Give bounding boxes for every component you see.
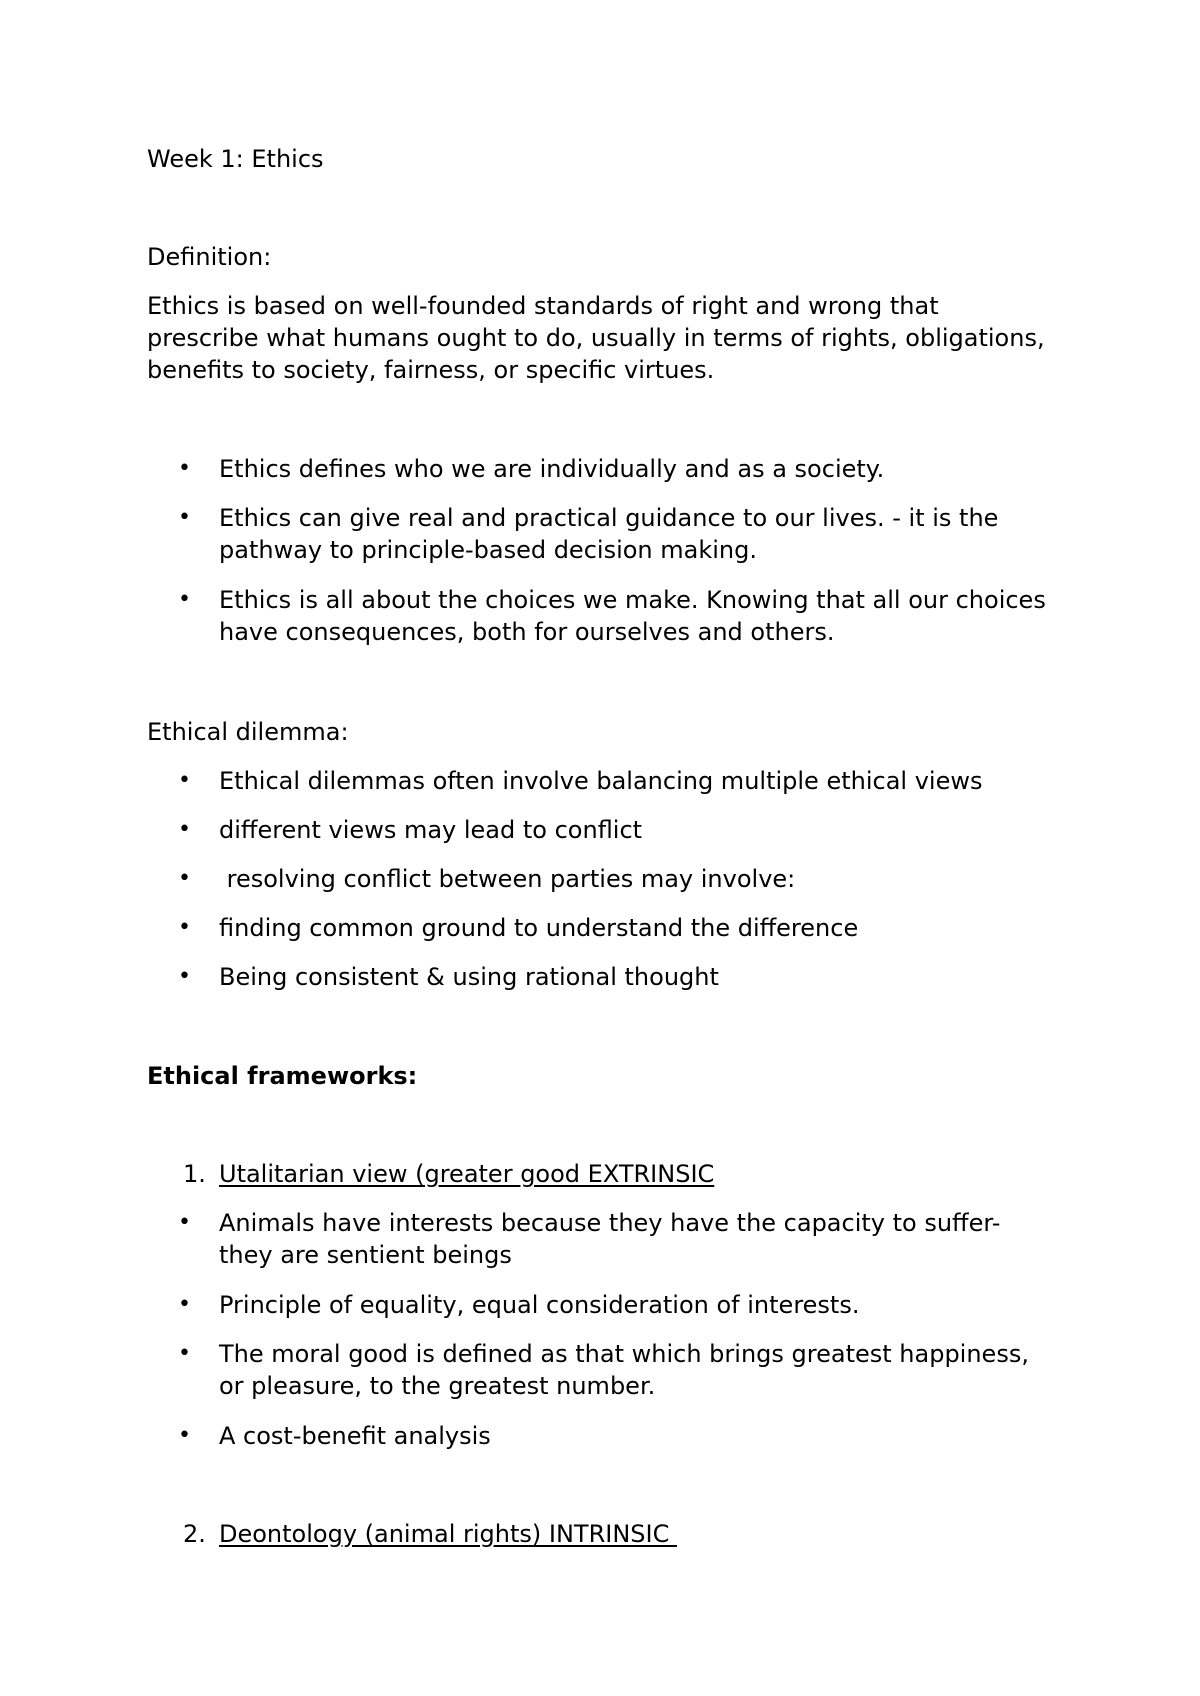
list-item-text: resolving conflict between parties may involve: bbox=[219, 865, 796, 893]
list-number: 2. bbox=[183, 1520, 206, 1548]
bullet-icon: • bbox=[178, 1292, 191, 1317]
bullet-icon: • bbox=[178, 587, 191, 612]
definition-line: Ethics is based on well-founded standards of right and wrong that bbox=[147, 292, 939, 320]
list-item-text: Being consistent & using rational thought bbox=[219, 963, 719, 991]
bullet-icon: • bbox=[178, 964, 191, 989]
list-item-text: Principle of equality, equal consideration of interests. bbox=[219, 1291, 860, 1319]
definition-line: benefits to society, fairness, or specific virtues. bbox=[147, 356, 715, 384]
bullet-icon: • bbox=[178, 1210, 191, 1235]
frameworks-heading: Ethical frameworks: bbox=[147, 1062, 418, 1090]
list-item-text: Ethics is all about the choices we make. Knowing that all our choices have consequences, both for ourselves and others. bbox=[219, 586, 1046, 646]
definition-line: prescribe what humans ought to do, usually in terms of rights, obligations, bbox=[147, 324, 1045, 352]
bullet-icon: • bbox=[178, 1423, 191, 1448]
list-item-text: Ethical dilemmas often involve balancing multiple ethical views bbox=[219, 767, 983, 795]
list-item-text: The moral good is defined as that which brings greatest happiness, or pleasure, to the greatest number. bbox=[219, 1340, 1029, 1400]
list-item-text: finding common ground to understand the difference bbox=[219, 914, 859, 942]
bullet-icon: • bbox=[178, 1341, 191, 1366]
bullet-icon: • bbox=[178, 505, 191, 530]
bullet-icon: • bbox=[178, 456, 191, 481]
list-item-text: different views may lead to conflict bbox=[219, 816, 643, 844]
document-title: Week 1: Ethics bbox=[147, 145, 324, 173]
framework-title: Deontology (animal rights) INTRINSIC bbox=[219, 1520, 677, 1548]
bullet-icon: • bbox=[178, 915, 191, 940]
framework-title: Utalitarian view (greater good EXTRINSIC bbox=[219, 1160, 715, 1188]
bullet-icon: • bbox=[178, 866, 191, 891]
list-item-text: Ethics can give real and practical guidance to our lives. - it is the pathway to principle-based decision making. bbox=[219, 504, 999, 564]
list-item-text: A cost-benefit analysis bbox=[219, 1422, 491, 1450]
list-item-text: Animals have interests because they have the capacity to suffer- they are sentient beings bbox=[219, 1209, 1001, 1269]
bullet-icon: • bbox=[178, 768, 191, 793]
definition-heading: Definition: bbox=[147, 243, 272, 271]
bullet-icon: • bbox=[178, 817, 191, 842]
dilemma-heading: Ethical dilemma: bbox=[147, 718, 349, 746]
list-number: 1. bbox=[183, 1160, 206, 1188]
list-item-text: Ethics defines who we are individually and as a society. bbox=[219, 455, 885, 483]
